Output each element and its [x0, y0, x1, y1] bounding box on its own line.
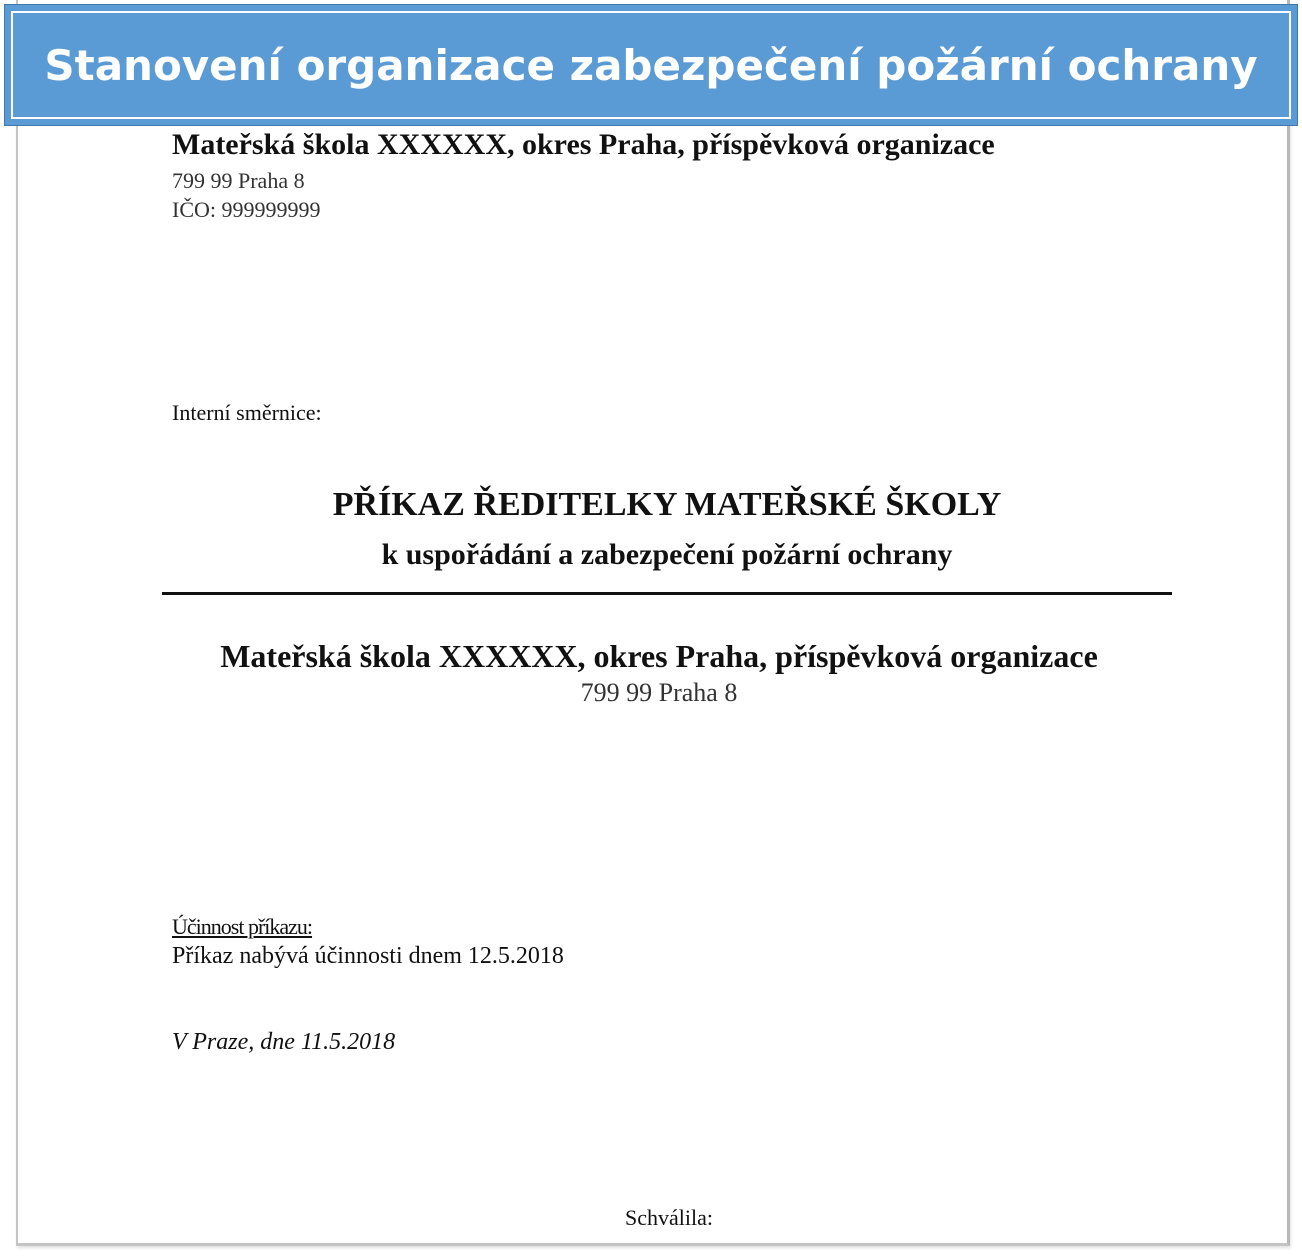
approved-by-label: Schválila:	[625, 1205, 713, 1230]
banner-title: Stanovení organizace zabezpečení požární ochrany	[44, 40, 1258, 90]
title-banner	[4, 4, 1298, 126]
place-and-date: V Praze, dne 11.5.2018	[172, 1029, 396, 1055]
document-title: PŘÍKAZ ŘEDITELKY MATEŘSKÉ ŠKOLY	[332, 486, 1002, 523]
internal-directive-label: Interní směrnice:	[172, 400, 322, 425]
organization-address: 799 99 Praha 8	[580, 678, 738, 707]
header-address: 799 99 Praha 8	[172, 168, 305, 193]
document-subtitle: k uspořádání a zabezpečení požární ochrany	[381, 538, 953, 571]
title-divider	[162, 592, 1172, 595]
title-banner-frame	[11, 11, 1291, 119]
header-ico: IČO: 999999999	[172, 197, 321, 222]
effectiveness-text: Příkaz nabývá účinnosti dnem 12.5.2018	[172, 943, 564, 969]
organization-name: Mateřská škola XXXXXX, okres Praha, příspěvková organizace	[220, 638, 1098, 674]
header-organization: Mateřská škola XXXXXX, okres Praha, příspěvková organizace	[172, 128, 995, 161]
effectiveness-label: Účinnost příkazu:	[172, 914, 313, 939]
